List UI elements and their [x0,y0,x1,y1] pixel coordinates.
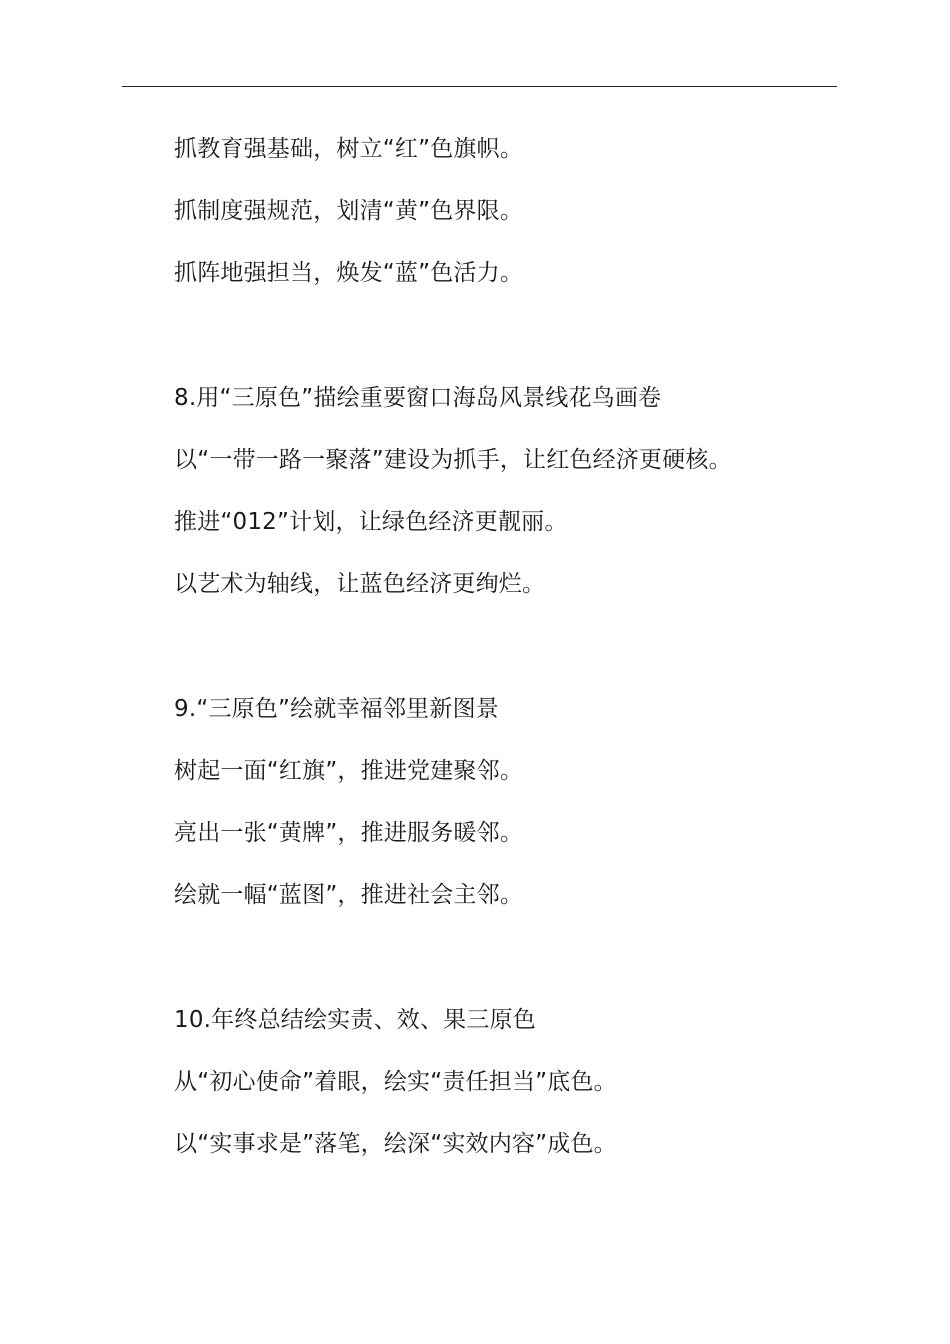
body-line: 亮出一张“黄牌”，推进服务暖邻。 [174,820,524,846]
body-line: 以“实事求是”落笔，绘深“实效内容”成色。 [174,1131,617,1157]
section-title: 9.“三原色”绘就幸福邻里新图景 [174,696,499,722]
body-line: 以艺术为轴线，让蓝色经济更绚烂。 [174,571,546,597]
body-line: 从“初心使命”着眼，绘实“责任担当”底色。 [174,1069,617,1095]
header-rule [122,86,837,87]
body-line: 抓阵地强担当，焕发“蓝”色活力。 [174,260,524,286]
section-title: 10.年终总结绘实责、效、果三原色 [174,1007,536,1033]
body-line: 推进“012”计划，让绿色经济更靓丽。 [174,509,568,535]
body-line: 抓教育强基础，树立“红”色旗帜。 [174,136,524,162]
body-line: 以“一带一路一聚落”建设为抓手，让红色经济更硬核。 [174,447,732,473]
body-line: 树起一面“红旗”，推进党建聚邻。 [174,758,524,784]
body-line: 绘就一幅“蓝图”，推进社会主邻。 [174,882,524,908]
section-title: 8.用“三原色”描绘重要窗口海岛风景线花鸟画卷 [174,385,662,411]
body-line: 抓制度强规范，划清“黄”色界限。 [174,198,524,224]
